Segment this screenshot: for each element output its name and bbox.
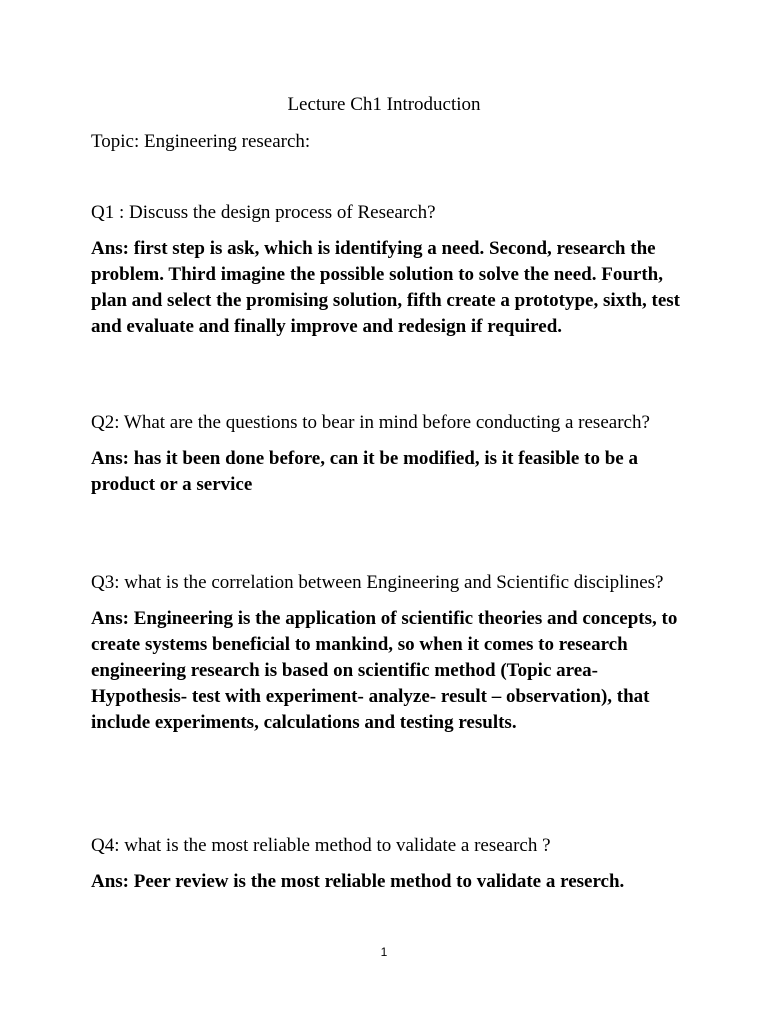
question-1: Q1 : Discuss the design process of Research? <box>91 202 436 223</box>
qa-block-1 <box>91 200 691 340</box>
answer-2: Ans: has it been done before, can it be modified, is it feasible to be a product or a service <box>91 448 638 495</box>
qa-block-4 <box>91 833 691 895</box>
answer-3: Ans: Engineering is the application of scientific theories and concepts, to create systems beneficial to mankind, so when it comes to research engineering research is based on scientific method (Topic area-Hypothesis- test with experiment- analyze- result – observation), that include experiments, calculations and testing results. <box>91 608 678 733</box>
lecture-title: Lecture Ch1 Introduction <box>287 94 481 115</box>
question-3: Q3: what is the correlation between Engineering and Scientific disciplines? <box>91 572 664 593</box>
qa-block-3 <box>91 570 691 736</box>
answer-1: Ans: first step is ask, which is identifying a need. Second, research the problem. Third imagine the possible solution to solve the need. Fourth, plan and select the promising solution, fifth create a prototype, sixth, test and evaluate and finally improve and redesign if required. <box>91 238 680 337</box>
question-4: Q4: what is the most reliable method to validate a research ? <box>91 835 551 856</box>
page-number: 1 <box>380 945 388 959</box>
answer-4: Ans: Peer review is the most reliable method to validate a reserch. <box>91 871 625 892</box>
qa-block-2 <box>91 410 691 498</box>
question-2: Q2: What are the questions to bear in mind before conducting a research? <box>91 412 650 433</box>
topic-heading: Topic: Engineering research: <box>91 131 311 152</box>
